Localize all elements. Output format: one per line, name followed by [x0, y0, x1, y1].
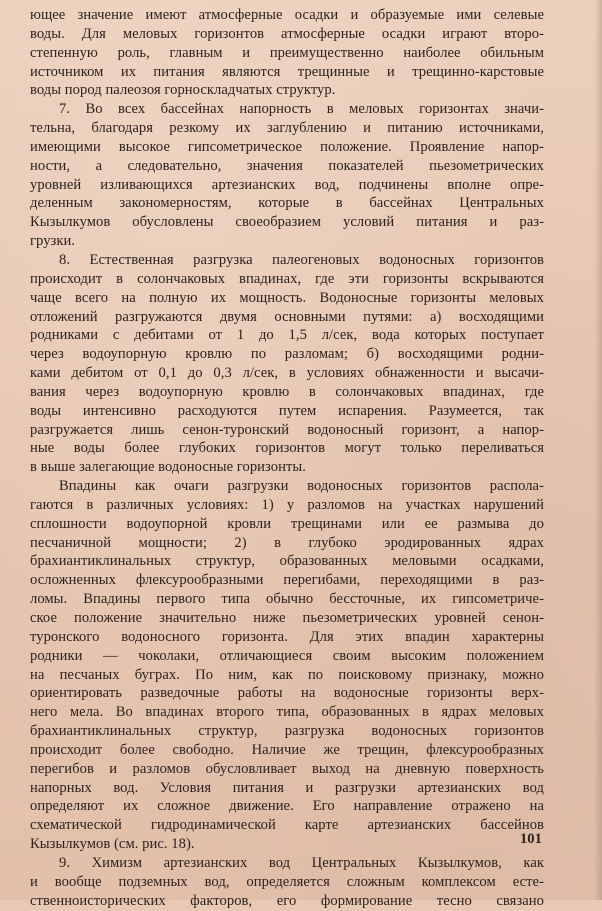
text-line: воды интенсивно расходуются путем испарения. Разумеется, так — [30, 402, 544, 419]
text-line: ные воды более глубоких горизонтов могут только переливаться — [30, 440, 544, 457]
page-number: 101 — [520, 831, 542, 847]
text-line: на песчаных буграх. По ним, как по поисковому признаку, можно — [30, 666, 544, 683]
text-line: гаются в различных условиях: 1) у разломов на участках нарушений — [30, 496, 544, 513]
text-line: чаще всего на полную их мощность. Водоносные горизонты меловых — [30, 289, 544, 306]
text-line: 7. Во всех бассейнах напорность в меловых горизонтах значи- — [59, 101, 544, 118]
text-line: грузки. — [30, 233, 76, 250]
text-line: ориентировать разведочные работы на водоносные горизонты верх- — [30, 685, 544, 702]
text-line: брахиантиклинальных структур, образованных меловыми осадками, — [30, 553, 544, 570]
text-line: разгружается лишь сенон-туронский водоносный горизонт, а напор- — [30, 421, 544, 438]
text-line: сплошности водоупорной кровли трещинами или ее размыва до — [30, 515, 544, 532]
text-line: Впадины как очаги разгрузки водоносных горизонтов распола- — [59, 478, 544, 495]
text-line: происходит более свободно. Наличие же трещин, флексурообразных — [30, 741, 544, 758]
text-line: родники — чоколаки, отличающиеся своим высоким положением — [30, 647, 544, 664]
text-line: напорных вод. Условия питания и разгрузки артезианских вод — [30, 779, 544, 796]
text-column — [30, 6, 544, 911]
text-line: ющее значение имеют атмосферные осадки и образуемые ими селевые — [30, 7, 544, 23]
text-line: воды пород палеозоя горноскладчатых структур. — [30, 82, 336, 99]
text-line: Кызылкумов (см. рис. 18). — [30, 836, 195, 853]
text-line: ское положение значительно ниже пьезометрических уровней сенон- — [30, 610, 544, 626]
text-line: вания через водоупорную кровлю в солончаковых впадинах, где — [30, 383, 544, 400]
text-line: воды. Для меловых горизонтов атмосферные осадки играют второ- — [30, 25, 544, 42]
text-line: уровней изливающихся артезианских вод, подчинены вполне опре- — [30, 176, 544, 193]
text-line: туронского водоносного горизонта. Для этих впадин характерны — [30, 628, 544, 645]
text-line: имеющими высокое гипсометрическое положение. Проявление напор- — [30, 138, 544, 155]
text-line: степенную роль, главным и преимущественно наиболее обильным — [30, 44, 544, 61]
text-line: через водоупорную кровлю по разломам; б) восходящими родни- — [30, 346, 544, 363]
text-line: брахиантиклинальных структур, разгрузка водоносных горизонтов — [30, 723, 544, 740]
text-line: тельна, благодаря резкому их заглублению и питанию источниками, — [30, 120, 544, 137]
text-line: ломы. Впадины первого типа обычно бессточные, их гипсометриче- — [30, 591, 544, 608]
text-line: и вообще подземных вод, определяется сложным комплексом есте- — [30, 873, 544, 890]
text-line: отложений разгружаются двумя основными путями: а) восходящими — [30, 308, 544, 325]
text-line: источником их питания являются трещинные и трещинно-карстовые — [30, 63, 544, 80]
text-line: 9. Химизм артезианских вод Центральных Кызылкумов, как — [59, 854, 544, 871]
text-line: осложненных флексурообразными перегибами, переходящими в раз- — [30, 572, 544, 589]
text-line: деленным закономерностям, которые в бассейнах Центральных — [30, 195, 544, 212]
text-line: ками дебитом от 0,1 до 0,3 л/сек, в условиях обнаженности и высачи- — [30, 365, 544, 382]
text-line: ственноисторических факторов, его формирование тесно связано — [30, 892, 544, 909]
text-line: него мела. Во впадинах второго типа, образованных в ядрах меловых — [30, 704, 544, 721]
text-line: 8. Естественная разгрузка палеогеновых водоносных горизонтов — [59, 251, 544, 268]
text-line: схематической гидродинамической карте артезианских бассейнов — [30, 817, 544, 834]
text-line: Кызылкумов обусловлены своеобразием условий питания и раз- — [30, 214, 544, 231]
text-line: перегибов и разломов обусловливает выход на дневную поверхность — [30, 760, 544, 777]
text-line: ности, а следовательно, значения показателей пьезометрических — [30, 157, 544, 174]
text-line: происходит в солончаковых впадинах, где эти горизонты вскрываются — [30, 270, 544, 287]
text-line: родниками с дебитами от 1 до 1,5 л/сек, вода которых поступает — [30, 327, 544, 344]
text-line: в выше залегающие водоносные горизонты. — [30, 459, 306, 476]
text-line: определяют их сложное движение. Его направление отражено на — [30, 798, 544, 815]
text-line: песчаничной мощности; 2) в глубоко эродированных ядрах — [30, 534, 544, 551]
